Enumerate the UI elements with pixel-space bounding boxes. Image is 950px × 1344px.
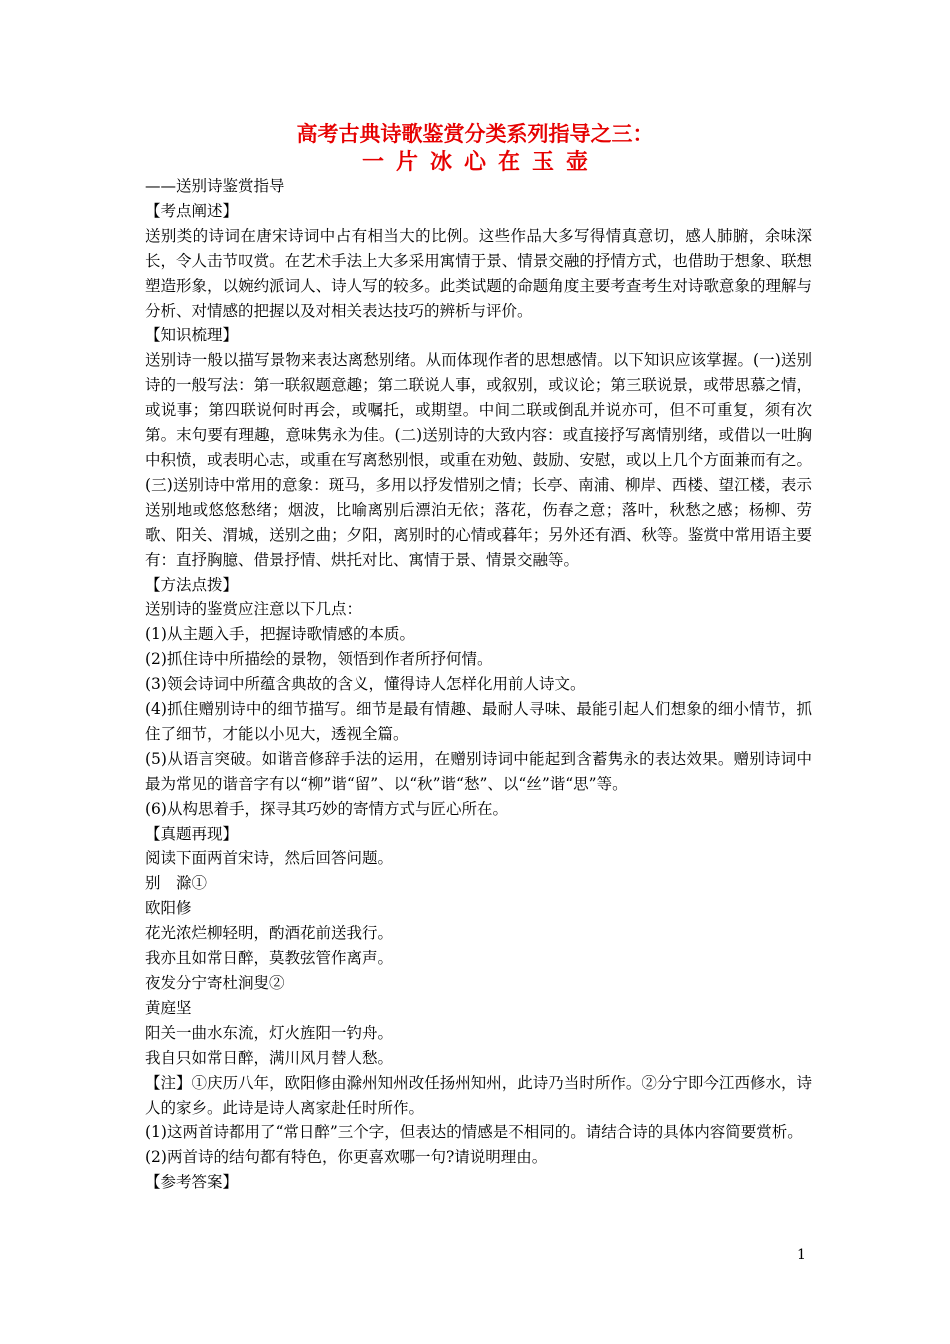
subtitle: ——送别诗鉴赏指导 [145,177,285,195]
page-number: 1 [797,1247,806,1263]
paragraph-kaodian: 送别类的诗词在唐宋诗词中占有相当大的比例。这些作品大多写得情真意切，感人肺腑，余味深长，令人击节叹赏。在艺术手法上大多采用寓情于景、情景交融的抒情方式，也借助于想象、联想塑造形象，以婉约派词人、诗人写的较多。此类试题的命题角度主要考查考生对诗歌意象的理解与分析、对情感的把握以及对相关表达技巧的辨析与评价。 [145,226,812,320]
list-item: (2)抓住诗中所描绘的景物，领悟到作者所抒何情。 [145,650,493,669]
question-2: (2)两首诗的结句都有特色，你更喜欢哪一句?请说明理由。 [145,1148,548,1167]
paragraph-zhishi: 送别诗一般以描写景物来表达离愁别绪。从而体现作者的思想感情。以下知识应该掌握。(一)送别诗的一般写法：第一联叙题意趣；第二联说人事，或叙别，或议论；第三联说景，或带思慕之情，或说事；第四联说何时再会，或嘱托，或期望。中间二联或倒乱并说亦可，但不可重复，须有次第。末句要有理趣，意味隽永为佳。(二)送别诗的大致内容：或直接抒写离情别绪，或借以一吐胸中积愤，或表明心志，或重在写离愁别恨，或重在劝勉、鼓励、安慰，或以上几个方面兼而有之。(三)送别诗中常用的意象：斑马，多用以抒发惜别之情；长亭、南浦、柳岸、西楼、望江楼，表示送别地或悠悠愁绪；烟波，比喻离别后漂泊无依；落花，伤春之意；落叶，秋愁之感；杨柳、劳歌、阳关、渭城，送别之曲；夕阳，离别时的心情或暮年；另外还有酒、秋等。鉴赏中常用语主要有：直抒胸臆、借景抒情、烘托对比、寓情于景、情景交融等。 [145,351,812,569]
heading-daan: 【参考答案】 [145,1173,239,1192]
poem2-line: 阳关一曲水东流，灯火旌阳一钓舟。 [145,1023,394,1042]
page-title: 高考古典诗歌鉴赏分类系列指导之三： [296,121,654,146]
poem2-line: 我自只如常日醉，满川风月替人愁。 [145,1048,394,1067]
heading-fangfa: 【方法点拨】 [145,575,239,594]
heading-zhishi: 【知识梳理】 [145,326,239,345]
poem1-line: 我亦且如常日醉，莫教弦管作离声。 [145,949,394,968]
poem1-author: 欧阳修 [145,899,192,918]
paragraph-fangfa-intro: 送别诗的鉴赏应注意以下几点： [145,600,363,619]
list-item: (4)抓住赠别诗中的细节描写。细节是最有情趣、最耐人寻味、最能引起人们想象的细小情节，抓住了细节，才能以小见大，透视全篇。 [145,700,812,743]
document-body [145,174,812,1195]
heading-zhenti: 【真题再现】 [145,824,239,843]
question-1: (1)这两首诗都用了“常日醉”三个字，但表达的情感是不相同的。请结合诗的具体内容简要赏析。 [145,1123,803,1142]
list-item: (1)从主题入手，把握诗歌情感的本质。 [145,625,415,644]
paragraph-zhenti-intro: 阅读下面两首宋诗，然后回答问题。 [145,849,394,868]
heading-kaodian: 【考点阐述】 [145,201,239,220]
poem1-line: 花光浓烂柳轻明，酌酒花前送我行。 [145,924,394,943]
poem2-title: 夜发分宁寄杜涧叟② [145,974,285,992]
list-item: (6)从构思着手，探寻其巧妙的寄情方式与匠心所在。 [145,799,508,818]
note-paragraph: 【注】①庆历八年，欧阳修由滁州知州改任扬州知州，此诗乃当时所作。②分宁即今江西修水，诗人的家乡。此诗是诗人离家赴任时所作。 [145,1073,812,1117]
poem1-title: 别 滁① [145,874,208,893]
poem2-author: 黄庭坚 [145,998,192,1017]
page-subtitle-red: 一片冰心在玉壶 [361,149,600,175]
list-item: (5)从语言突破。如谐音修辞手法的运用，在赠别诗词中能起到含蓄隽永的表达效果。赠别诗词中最为常见的谐音字有以“柳”谐“留”、以“秋”谐“愁”、以“丝”谐“思”等。 [145,749,812,793]
list-item: (3)领会诗词中所蕴含典故的含义，懂得诗人怎样化用前人诗文。 [145,675,586,694]
title-block [0,120,950,176]
